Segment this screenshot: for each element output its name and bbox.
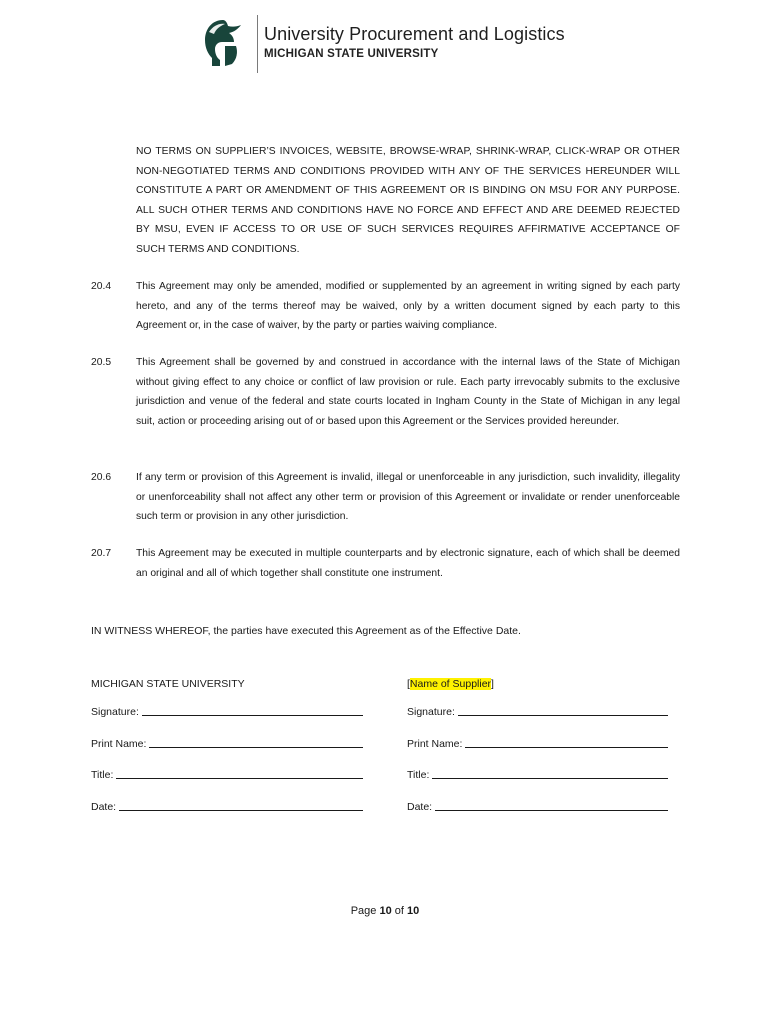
signature-label: Signature: (91, 706, 139, 718)
clause-20-4 (91, 277, 680, 336)
signature-field[interactable] (91, 702, 363, 718)
party-name (407, 678, 494, 690)
clause-20-5 (91, 353, 680, 431)
date-field[interactable] (407, 797, 668, 813)
caps-paragraph: NO TERMS ON SUPPLIER’S INVOICES, WEBSITE, BROWSE-WRAP, SHRINK-WRAP, CLICK-WRAP OR OTHER NON-NEGOTIATED TERMS AND CONDITIONS PROVIDED WITH ANY OF THE SERVICES HEREUNDER WILL CONSTITUTE A PART OR AMENDMENT OF THIS AGREEMENT OR IS BINDING ON MSU FOR ANY PURPOSE. ALL SUCH OTHER TERMS AND CONDITIONS HAVE NO FORCE AND EFFECT AND ARE DEEMED REJECTED BY MSU, EVEN IF ACCESS TO OR USE OF SUCH SERVICES REQUIRES AFFIRMATIVE ACCEPTANCE OF SUCH TERMS AND CONDITIONS. (136, 146, 680, 255)
clause-number: 20.7 (91, 548, 112, 559)
print-name-line (149, 746, 363, 748)
clause-20-6 (91, 468, 680, 527)
page-total: 10 (407, 905, 420, 917)
print-name-label: Print Name: (407, 738, 463, 750)
date-line (435, 809, 668, 811)
supplier-name-placeholder[interactable]: Name of Supplier (409, 678, 492, 690)
clause-text: This Agreement may be executed in multiple counterparts and by electronic signature, each of which shall be deemed an original and all of which together shall constitute one instrument. (136, 548, 680, 579)
page-number: 10 (379, 905, 392, 917)
print-name-label: Print Name: (91, 738, 147, 750)
clause-text: This Agreement shall be governed by and construed in accordance with the internal laws of the State of Michigan without giving effect to any choice or conflict of law provision or rule. Each party irrevocably submits to the exclusive jurisdiction and venue of the federal and state courts located in Ingham County in the State of Michigan in any legal suit, action or proceeding arising out of or based upon this Agreement or the Services provided hereunder. (136, 357, 680, 427)
title-field[interactable] (91, 765, 363, 781)
date-line (119, 809, 363, 811)
title-label: Title: (407, 769, 430, 781)
party-name: MICHIGAN STATE UNIVERSITY (91, 678, 245, 690)
print-name-field[interactable] (91, 734, 363, 750)
witness-statement: IN WITNESS WHEREOF, the parties have executed this Agreement as of the Effective Date. (91, 625, 521, 637)
clause-text: If any term or provision of this Agreement is invalid, illegal or unenforceable in any jurisdiction, such invalidity, illegality or unenforceability shall not affect any other term or provision of this Agreement or invalidate or render unenforceable such term or provision in any other jurisdiction. (136, 472, 680, 522)
clause-text: This Agreement may only be amended, modified or supplemented by an agreement in writing signed by each party hereto, and any of the terms thereof may be waived, only by a written document signed by each party to this Agreement or, in the case of waiver, by the party or parties waiving compliance. (136, 281, 680, 331)
header-divider (257, 15, 258, 73)
signature-label: Signature: (407, 706, 455, 718)
page-footer (0, 905, 770, 917)
bracket-close: ] (491, 678, 494, 690)
clause-number: 20.5 (91, 357, 112, 368)
signature-field[interactable] (407, 702, 668, 718)
clause-number: 20.4 (91, 281, 112, 292)
title-label: Title: (91, 769, 114, 781)
bracket-open: [ (407, 678, 410, 690)
header-subtitle: MICHIGAN STATE UNIVERSITY (264, 48, 439, 60)
page-word: Page (350, 905, 377, 917)
header-title: University Procurement and Logistics (264, 24, 565, 44)
date-field[interactable] (91, 797, 363, 813)
date-label: Date: (407, 801, 433, 813)
clause-number: 20.6 (91, 472, 112, 483)
title-field[interactable] (407, 765, 668, 781)
clause-20-7 (91, 544, 680, 583)
date-label: Date: (91, 801, 117, 813)
print-name-field[interactable] (407, 734, 668, 750)
spartan-helmet-icon (203, 18, 243, 68)
of-word: of (394, 905, 404, 917)
signature-line (142, 714, 363, 716)
signature-line (458, 714, 668, 716)
letterhead (203, 15, 603, 73)
title-line (432, 777, 668, 779)
title-line (116, 777, 363, 779)
print-name-line (465, 746, 668, 748)
